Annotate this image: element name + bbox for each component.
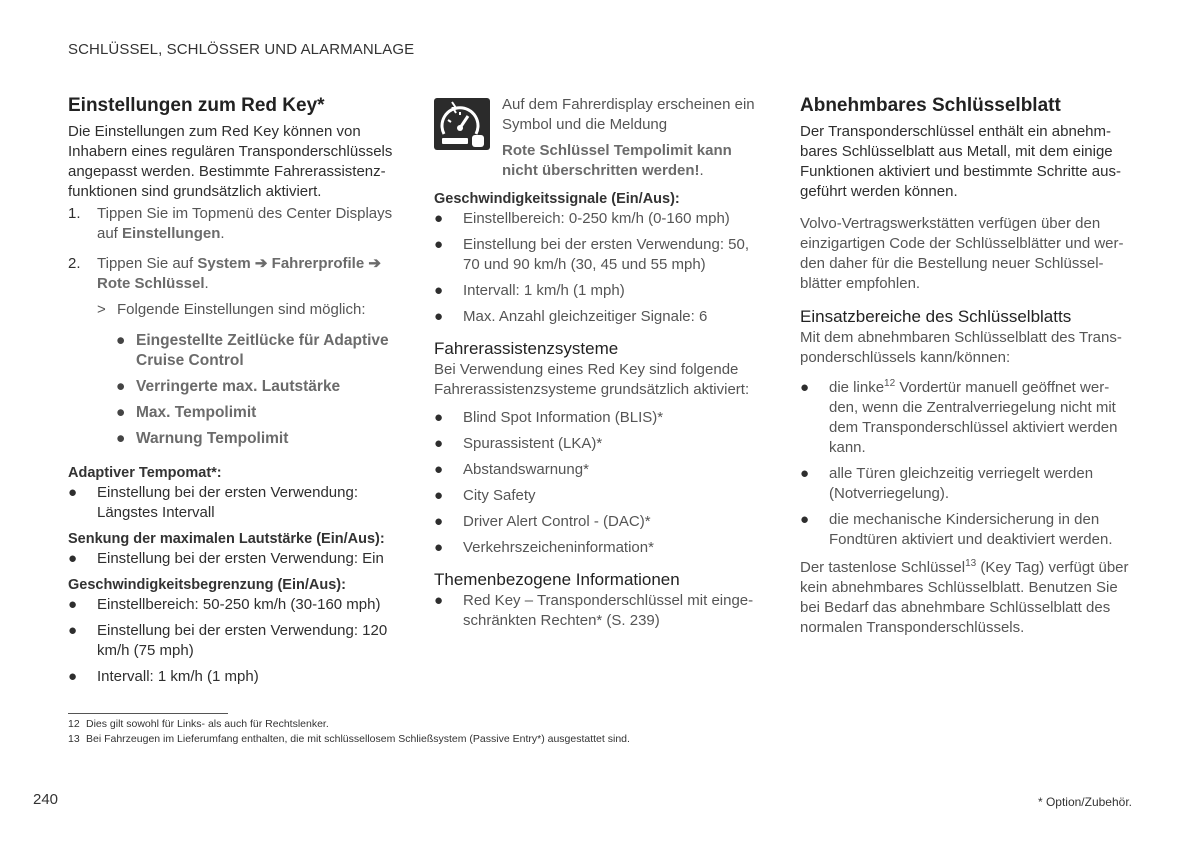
related-link[interactable]: Red Key – Transponderschlüssel mit eingeschränkten Rechten* (S. 239) [463,592,754,629]
bullet-icon: ● [434,487,444,504]
footnote-number: 12 [68,718,80,730]
footnotes [68,717,630,747]
bullet-icon: ● [68,668,78,685]
bullet-icon: ● [800,379,810,396]
key-blade-uses-intro: Mit dem abnehmbaren Schlüsselblatt des Transponderschlüssels kann/können: [800,329,1122,366]
list-item-text: alle Türen gleichzeitig verriegelt werden (Notverriegelung). [829,465,1094,502]
bullet-icon: ● [800,511,810,528]
list-item-text: Spurassistent (LKA)* [463,435,603,452]
display-text: Auf dem Fahrerdisplay erscheinen ein Symbol und die Meldung [502,96,755,133]
bullet-icon: ● [434,513,444,530]
related-link-item[interactable] [434,591,764,631]
section-heading-red-key: Einstellungen zum Red Key* [68,95,325,116]
list-item [68,621,398,661]
list-item [434,512,764,532]
bullet-icon: ● [68,622,78,639]
key-blade-intro: Der Transponderschlüssel enthält ein abnehmbares Schlüsselblatt aus Metall, mit dem einige Funktionen aktiviert und bestimmte Schritte ausgeführt werden können. [800,123,1121,200]
list-item [68,667,398,687]
footnote-divider [68,713,228,714]
subheading-speed-signals: Geschwindigkeitssignale (Ein/Aus): [434,191,680,207]
list-item-text: City Safety [463,487,536,504]
page-number: 240 [33,791,59,808]
settings-item [116,403,398,423]
column-middle [434,95,764,637]
menu-label-einstellungen: Einstellungen [122,225,221,242]
bullet-icon: ● [434,461,444,478]
list-item [434,281,764,301]
arrow-right-icon: ➔ [368,255,381,272]
step-1 [68,204,398,244]
list-item [434,307,764,327]
bullet-icon: ● [434,539,444,556]
footnote-ref: 13 [965,558,977,569]
settings-list [68,331,398,449]
display-end: . [699,162,704,179]
list-item-text: Abstandswarnung* [463,461,589,478]
list-item [434,434,764,454]
settings-item [116,377,398,397]
bullet-icon: ● [68,596,78,613]
column-left [68,95,398,693]
option-note: * Option/Zubehör. [1037,795,1132,809]
list-item-text: Blind Spot Information (BLIS)* [463,409,664,426]
list-item [68,595,398,615]
settings-label: Max. Tempolimit [136,404,257,421]
list-item-text: Einstellung bei der ersten Verwendung: 120 km/h (75 mph) [97,622,388,659]
footnote-number: 13 [68,733,80,745]
settings-label: Warnung Tempolimit [136,430,289,447]
bullet-icon: ● [434,308,444,325]
footnote [68,732,630,747]
key-tag-text: Der tastenlose Schlüssel [800,559,966,576]
bullet-icon: ● [434,435,444,452]
list-item-text: Einstellung bei der ersten Verwendung: Ein [97,550,384,567]
step-2 [68,254,398,294]
step-text: Tippen Sie auf [97,255,194,272]
settings-label: Verringerte max. Lautstärke [136,378,341,395]
subheading-driver-assist: Fahrerassistenzsysteme [434,339,619,358]
list-item [800,378,1130,458]
footnote [68,717,630,732]
list-item [68,483,398,523]
list-item [434,408,764,428]
display-message-block [434,95,764,181]
bullet-icon: ● [800,465,810,482]
subheading-speed-limit: Geschwindigkeitsbegrenzung (Ein/Aus): [68,577,346,593]
bullet-icon: ● [434,236,444,253]
list-item [434,460,764,480]
subheading-key-blade-uses: Einsatzbereiche des Schlüsselblatts [800,307,1072,326]
section-heading-key-blade: Abnehmbares Schlüsselblatt [800,95,1061,116]
result-marker: > [97,301,106,318]
workshop-paragraph: Volvo-Vertragswerkstätten verfügen über den einzigartigen Code der Schlüsselblätter und werden daher für die Bestellung neuer Schlüsselblätter empfohlen. [800,215,1124,292]
list-item-text: Einstellbereich: 50-250 km/h (30-160 mph) [97,596,381,613]
list-item [800,510,1130,550]
subheading-acc: Adaptiver Tempomat*: [68,465,222,481]
column-right [800,95,1130,638]
bullet-icon: ● [68,550,78,567]
list-item-text: Intervall: 1 km/h (1 mph) [463,282,625,299]
step-number: 2. [68,255,81,272]
menu-label-system: System [197,255,251,272]
footnote-ref: 12 [884,378,896,389]
list-item [434,209,764,229]
footnote-text: Dies gilt sowohl für Links- als auch für Rechtslenker. [86,718,329,730]
list-item-text: Max. Anzahl gleichzeitiger Signale: 6 [463,308,708,325]
footnote-text: Bei Fahrzeugen im Lieferumfang enthalten, die mit schlüssellosem Schließsystem (Passive Entry*) ausgestattet sind. [86,733,630,745]
key-tag-text: (Key Tag) verfügt über kein abnehmbares Schlüsselblatt. Benutzen Sie bei Bedarf das abnehmbare Schlüsselblatt des normalen Transponderschlüssels. [800,559,1129,636]
list-item-text: Einstellbereich: 0-250 km/h (0-160 mph) [463,210,730,227]
list-item [68,549,398,569]
list-item-text: die linke [829,379,885,396]
step-end: . [204,275,209,292]
bullet-icon: ● [116,332,126,349]
bullet-icon: ● [434,409,444,426]
bullet-icon: ● [434,282,444,299]
list-item-text: Einstellung bei der ersten Verwendung: Längstes Intervall [97,484,359,521]
list-item-text: Einstellung bei der ersten Verwendung: 50, 70 und 90 km/h (30, 45 und 55 mph) [463,236,750,273]
settings-label: Eingestellte Zeitlücke für Adaptive Cruise Control [136,332,389,369]
list-item-text: Intervall: 1 km/h (1 mph) [97,668,259,685]
driver-assist-intro: Bei Verwendung eines Red Key sind folgende Fahrerassistenzsysteme grundsätzlich aktiviert: [434,361,750,398]
settings-item [116,331,398,371]
bullet-icon: ● [434,592,444,609]
bullet-icon: ● [434,210,444,227]
bullet-icon: ● [68,484,78,501]
menu-label-fahrerprofile: Fahrerprofile [271,255,365,272]
step-end: . [220,225,225,242]
bullet-icon: ● [116,430,126,447]
list-item [800,464,1130,504]
subheading-related-info: Themenbezogene Informationen [434,570,680,589]
bullet-icon: ● [116,378,126,395]
key-tag-paragraph [800,558,1130,638]
subheading-volume: Senkung der maximalen Lautstärke (Ein/Aus): [68,531,385,547]
list-item-text: Driver Alert Control - (DAC)* [463,513,651,530]
page-header: SCHLÜSSEL, SCHLÖSSER UND ALARMANLAGE [68,41,415,58]
intro-paragraph: Die Einstellungen zum Red Key können von Inhabern eines regulären Transponderschlüssels angepasst werden. Bestimmte Fahrerassistenzfunktionen sind grundsätzlich aktiviert. [68,123,393,200]
list-item-text: Verkehrszeicheninformation* [463,539,654,556]
list-item [434,538,764,558]
list-item-text: Vordertür manuell geöffnet werden, wenn die Zentralverriegelung nicht mit dem Transponderschlüssel aktiviert werden kann. [829,379,1118,456]
menu-label-rote-schluessel: Rote Schlüssel [97,275,205,292]
step-text: Tippen Sie im Topmenü des Center Displays auf [97,205,393,242]
speedometer-key-icon [434,98,490,150]
list-item-text: die mechanische Kindersicherung in den Fondtüren aktiviert und deaktiviert werden. [829,511,1113,548]
list-item [434,486,764,506]
settings-item [116,429,398,449]
arrow-right-icon: ➔ [254,255,268,272]
bullet-icon: ● [116,404,126,421]
result-text: Folgende Einstellungen sind möglich: [117,301,366,318]
step-number: 1. [68,205,81,222]
display-message: Rote Schlüssel Tempolimit kann nicht überschritten werden! [502,142,732,179]
step-result [97,300,398,320]
list-item [434,235,764,275]
